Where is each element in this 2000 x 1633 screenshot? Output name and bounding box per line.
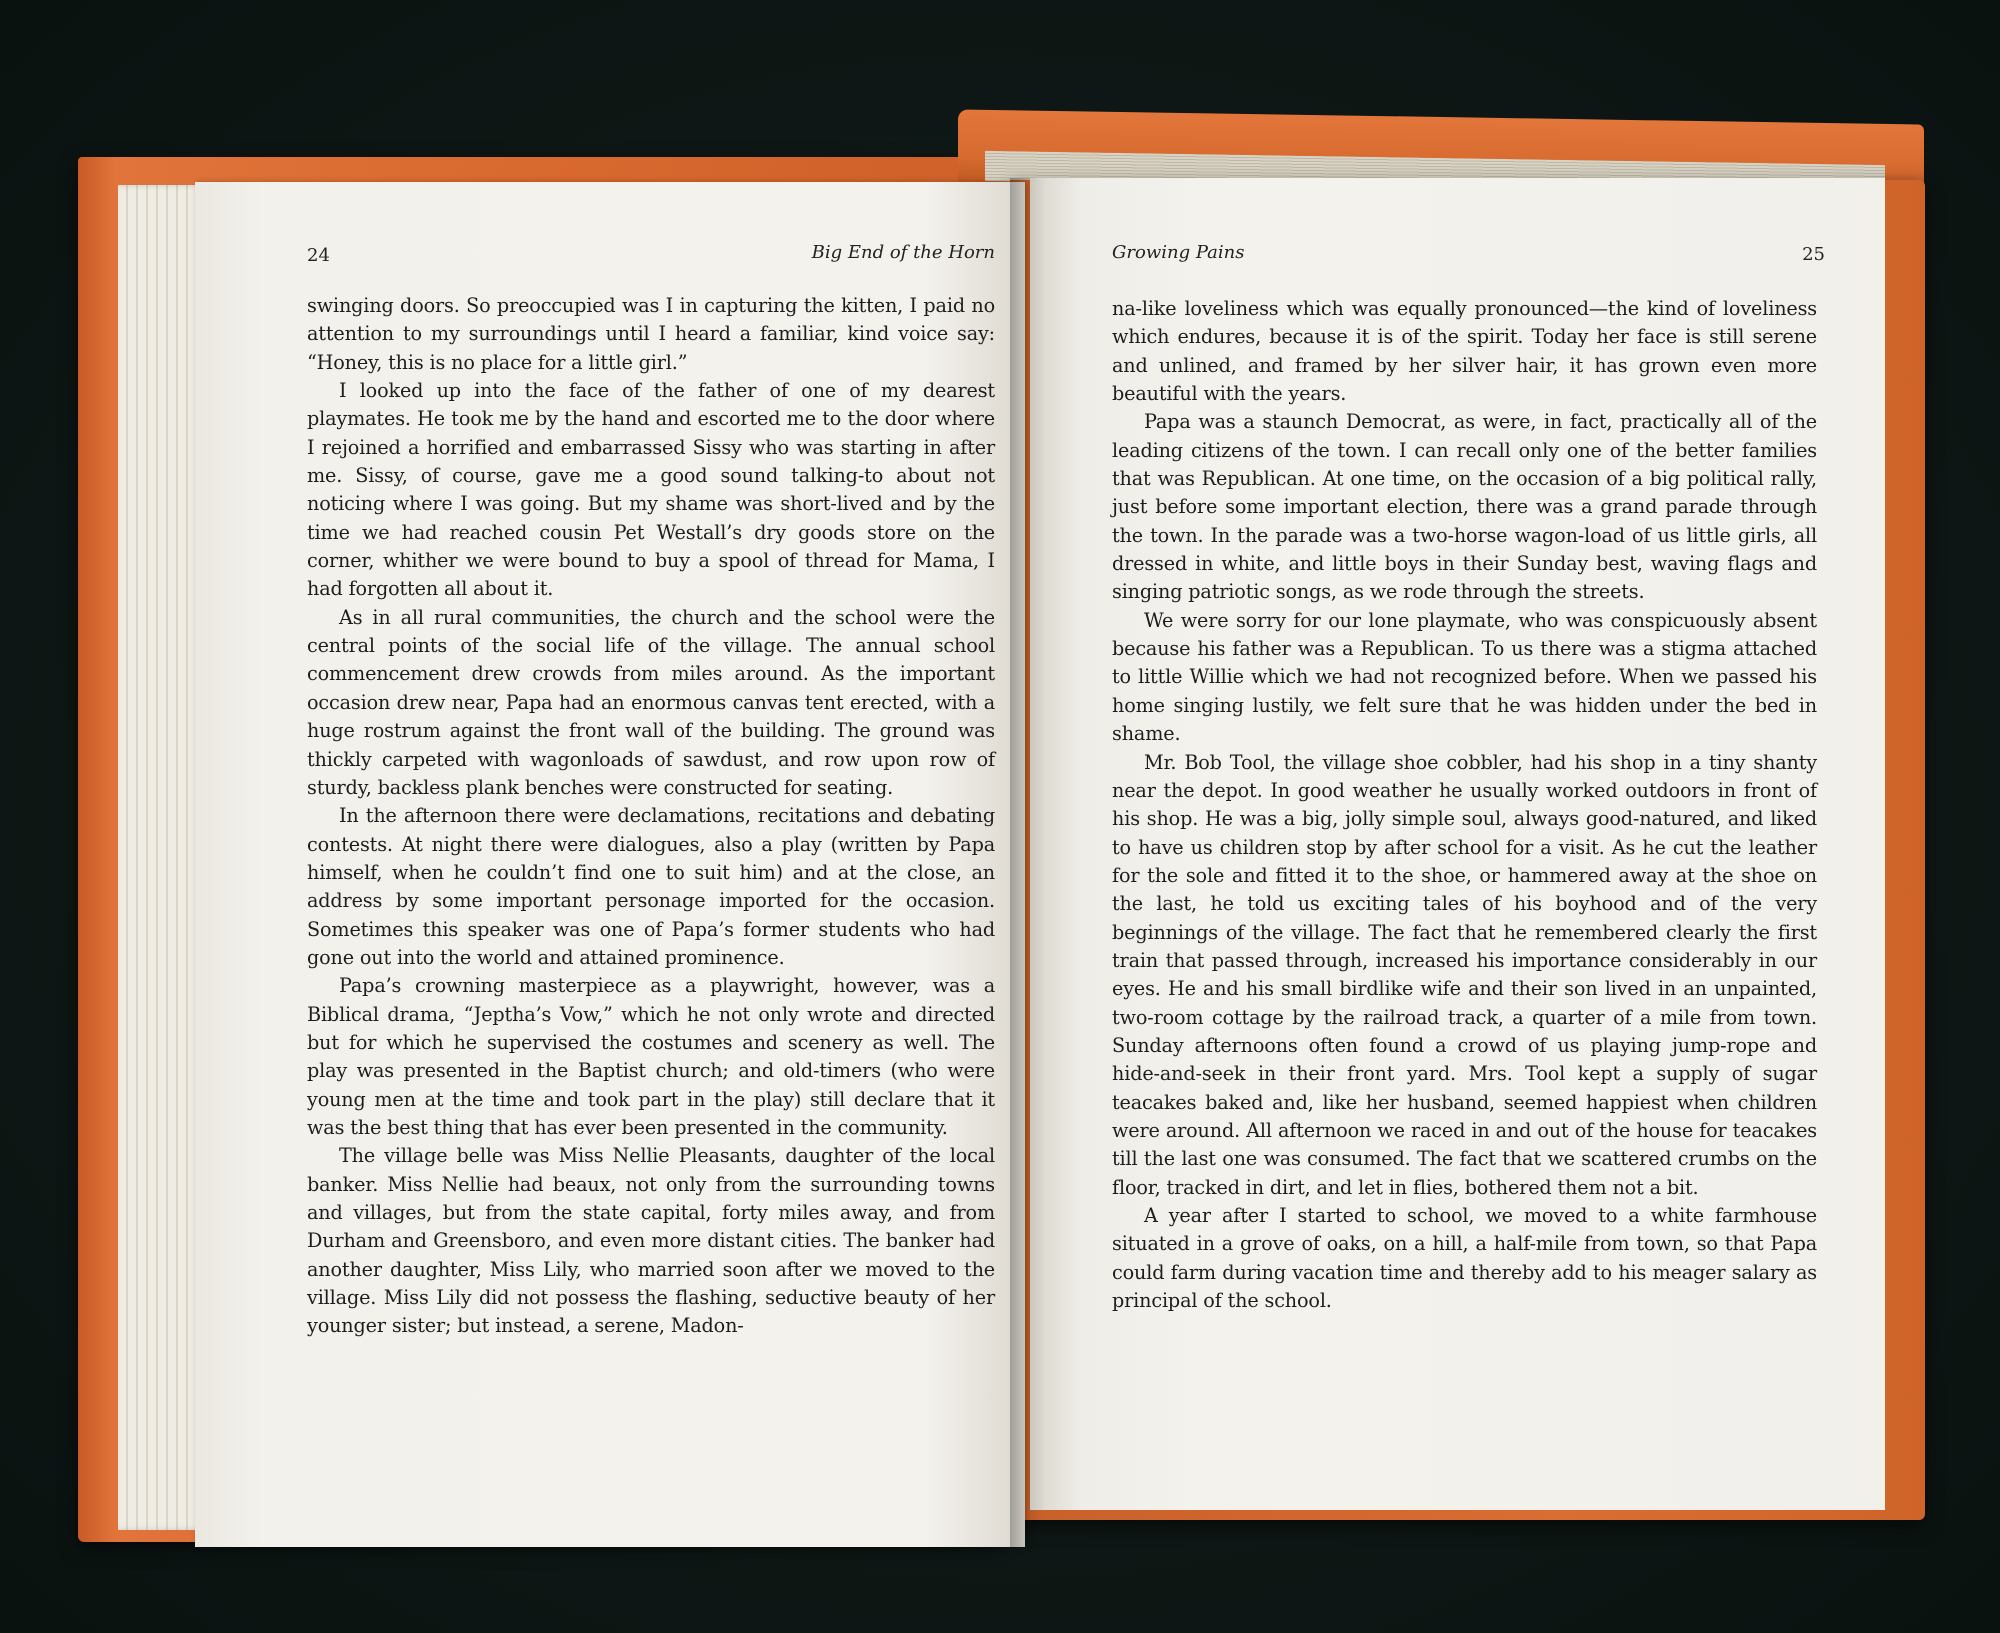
paragraph: We were sorry for our lone playmate, who was conspicuously absent because his father was a Republican. To us there was a stigma attached to little Willie which we had not recognized before. When we passed his home singing lustily, we felt sure that he was hidden under the bed in shame. [1112,608,1817,746]
right-page-body [1112,295,1817,1315]
paragraph: na-like loveliness which was equally pronounced—the kind of loveliness which endures, because it is of the spirit. Today her face is still serene and unlined, and framed by her silver hair, it has grown even more beautiful with the years. [1112,297,1817,406]
page-number-left: 24 [307,245,330,266]
paragraph: A year after I started to school, we moved to a white farmhouse situated in a grove of oaks, on a hill, a half-mile from town, so that Papa could farm during vacation time and thereby add to his meager salary as principal of the school. [1112,1204,1817,1313]
right-page [1030,178,1885,1510]
paragraph: Mr. Bob Tool, the village shoe cobbler, had his shop in a tiny shanty near the depot. In good weather he usually worked outdoors in front of his shop. He was a big, jolly simple soul, always good-natured, and liked to have us children stop by after school for a visit. As he cut the leather for the sole and fitted it to the shoe, or hammered away at the shoe on the last, he told us exciting tales of his boyhood and of the very beginnings of the village. The fact that he remembered clearly the first train that passed through, increased his importance considerably in our eyes. He and his small birdlike wife and their son lived in an unpainted, two-room cottage by the railroad track, a quarter of a mile from town. Sunday afternoons often found a crowd of us playing jump-rope and hide-and-seek in their front yard. Mrs. Tool kept a supply of sugar teacakes baked and, like her husband, seemed happiest when children were around. All afternoon we raced in and out of the house for teacakes till the last one was consumed. The fact that we scattered crumbs on the floor, tracked in dirt, and let in flies, bothered them not a bit. [1112,750,1817,1199]
running-head-right: Growing Pains [1112,242,1245,263]
page-number-right: 25 [1802,244,1825,265]
paragraph: Papa’s crowning masterpiece as a playwright, however, was a Biblical drama, “Jeptha’s Vow,” which he not only wrote and directed but for which he supervised the costumes and scenery as well. The play was presented in the Baptist church; and old-timers (who were young men at the time and took part in the play) still declare that it was the best thing that has ever been presented in the community. [307,974,995,1139]
book-gutter-shadow [1010,178,1046,1548]
left-page-body [307,292,995,1341]
running-head-left: Big End of the Horn [811,242,995,263]
paragraph: In the afternoon there were declamations, recitations and debating contests. At night there were dialogues, also a play (written by Papa himself, when he couldn’t find one to suit him) and at the close, an address by some important personage imported for the occasion. Sometimes this speaker was one of Papa’s former students who had gone out into the world and attained prominence. [307,804,995,969]
paragraph: As in all rural communities, the church and the school were the central points of the social life of the village. The annual school commencement drew crowds from miles around. As the important occasion drew near, Papa had an enormous canvas tent erected, with a huge rostrum against the front wall of the building. The ground was thickly carpeted with wagonloads of sawdust, and row upon row of sturdy, backless plank benches were constructed for seating. [307,605,995,799]
paragraph: The village belle was Miss Nellie Pleasants, daughter of the local banker. Miss Nellie had beaux, not only from the surrounding towns and villages, but from the state capital, forty miles away, and from Durham and Greensboro, and even more distant cities. The banker had another daughter, Miss Lily, who married soon after we moved to the village. Miss Lily did not possess the flashing, seductive beauty of her younger sister; but instead, a serene, Madon- [307,1144,995,1338]
paragraph: swinging doors. So preoccupied was I in capturing the kitten, I paid no attention to my surroundings until I heard a familiar, kind voice say: “Honey, this is no place for a little girl.” [307,294,995,374]
paragraph: I looked up into the face of the father of one of my dearest playmates. He took me by the hand and escorted me to the door where I rejoined a horrified and embarrassed Sissy who was starting in after me. Sissy, of course, gave me a good sound talking-to about not noticing where I was going. But my shame was short-lived and by the time we had reached cousin Pet Westall’s dry goods store on the corner, whither we were bound to buy a spool of thread for Mama, I had forgotten all about it. [307,379,995,601]
paragraph: Papa was a staunch Democrat, as were, in fact, practically all of the leading citizens of the town. I can recall only one of the better families that was Republican. At one time, on the occasion of a big political rally, just before some important election, there was a grand parade through the town. In the parade was a two-horse wagon-load of us little girls, all dressed in white, and little boys in their Sunday best, waving flags and singing patriotic songs, as we rode through the streets. [1112,410,1817,604]
left-page [195,182,1025,1547]
